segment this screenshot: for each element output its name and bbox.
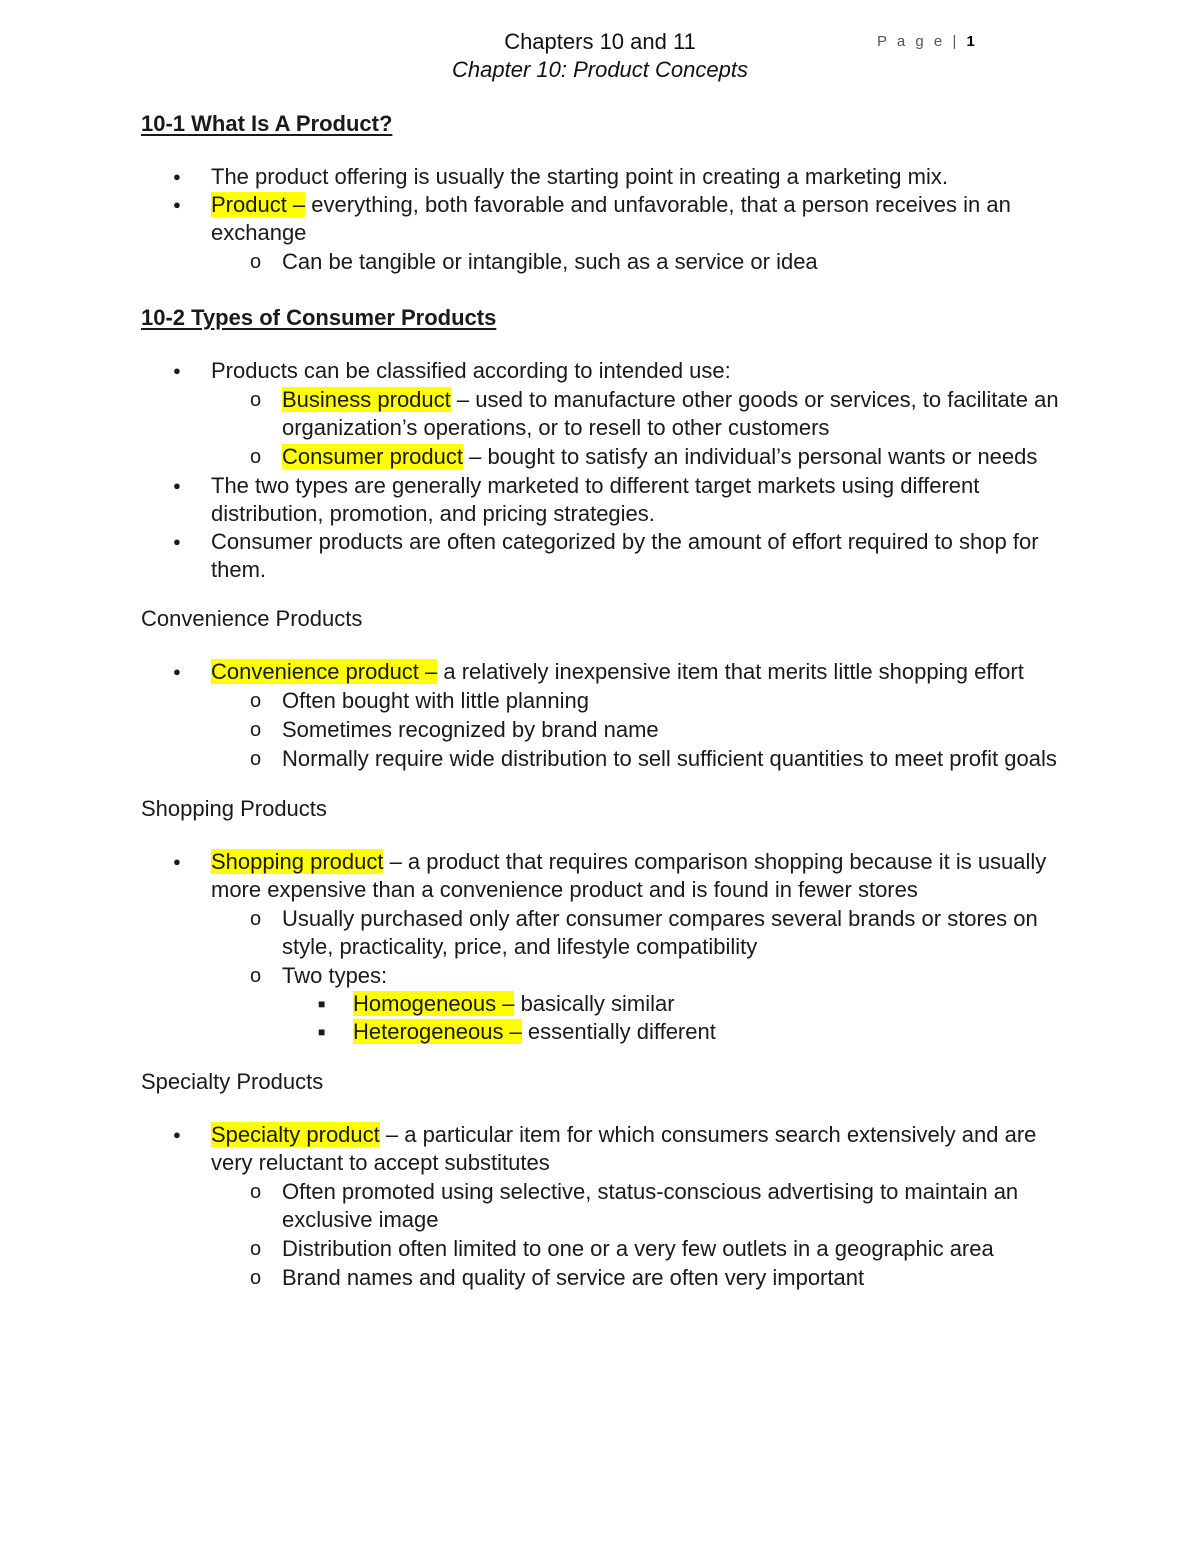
page-separator: | — [952, 33, 960, 50]
list-item: ● Convenience product – a relatively inexpensive item that merits little shopping effort o Often bought with little planning o Sometimes recognized by brand name o Normally require wide distribution to sell sufficient quantities to meet profit goals — [141, 658, 1061, 773]
sub-list — [211, 905, 1061, 1046]
sub-list-item: o Normally require wide distribution to sell sufficient quantities to meet profit goals — [211, 745, 1061, 773]
list-item: ● Products can be classified according to intended use: o Business product – used to manufacture other goods or services, to facilitate an organization’s operations, or to resell to other customers o Consumer product – bought to satisfy an individual’s personal wants or needs — [141, 357, 1061, 471]
list-item: ● Specialty product – a particular item for which consumers search extensively and are very reluctant to accept substitutes o Often promoted using selective, status-conscious advertising to maintain an exclusive image o Distribution often limited to one or a very few outlets in a geographic area o Brand names and quality of service are often very important — [141, 1121, 1061, 1292]
highlighted-term: Consumer product — [282, 444, 463, 469]
chapter-title: Chapter 10: Product Concepts — [452, 57, 748, 82]
page-label: P a g e — [877, 33, 946, 50]
highlighted-term: Homogeneous – — [353, 991, 515, 1016]
highlighted-term: Business product — [282, 387, 451, 412]
sub-list-item: o Business product – used to manufacture other goods or services, to facilitate an organization’s operations, or to resell to other customers — [211, 386, 1061, 442]
bullet-list — [141, 1121, 1061, 1292]
sub-list-item: o Can be tangible or intangible, such as a service or idea — [211, 248, 1061, 276]
list-item: ● Product – everything, both favorable and unfavorable, that a person receives in an exchange o Can be tangible or intangible, such as a service or idea — [141, 191, 1061, 276]
sub-list — [211, 1178, 1061, 1292]
highlighted-term: Convenience product – — [211, 659, 438, 684]
sub-list-item: o Often bought with little planning — [211, 687, 1061, 715]
page-number-label — [877, 33, 975, 50]
document-title: Chapters 10 and 11 — [504, 29, 696, 54]
highlighted-term: Specialty product — [211, 1122, 380, 1147]
sub-list-item: o Brand names and quality of service are often very important — [211, 1264, 1061, 1292]
section-heading-what-is-a-product: 10-1 What Is A Product? — [141, 111, 393, 136]
sub-list — [211, 687, 1061, 773]
section-heading-types-of-consumer-products: 10-2 Types of Consumer Products — [141, 305, 497, 330]
document-body — [141, 107, 1061, 1293]
sub-list-item: o Usually purchased only after consumer compares several brands or stores on style, practicality, price, and lifestyle compatibility — [211, 905, 1061, 961]
sub-list-item: o Distribution often limited to one or a very few outlets in a geographic area — [211, 1235, 1061, 1263]
bullet-list — [141, 658, 1061, 773]
list-item: ● The two types are generally marketed to different target markets using different distribution, promotion, and pricing strategies. — [141, 472, 1061, 528]
highlighted-term: Shopping product — [211, 849, 384, 874]
bullet-list — [141, 848, 1061, 1046]
bullet-list — [141, 357, 1061, 584]
highlighted-term: Heterogeneous – — [353, 1019, 522, 1044]
sub-list-item: o Sometimes recognized by brand name — [211, 716, 1061, 744]
sub-list-item: o Consumer product – bought to satisfy an individual’s personal wants or needs — [211, 443, 1061, 471]
list-item: ● Shopping product – a product that requires comparison shopping because it is usually more expensive than a convenience product and is found in fewer stores o Usually purchased only after consumer compares several brands or stores on style, practicality, price, and lifestyle compatibility o Two types: ■ Homogeneous – basically similar ■ Heterogeneous – essentially different — [141, 848, 1061, 1046]
page-number: 1 — [966, 33, 975, 50]
sub-sub-list-item: ■ Heterogeneous – essentially different — [282, 1018, 1061, 1046]
subsection-heading-shopping-products: Shopping Products — [141, 796, 327, 821]
bullet-list — [141, 163, 1061, 276]
subsection-heading-specialty-products: Specialty Products — [141, 1069, 324, 1094]
sub-sub-list — [282, 990, 1061, 1046]
sub-list-item: o Often promoted using selective, status-conscious advertising to maintain an exclusive image — [211, 1178, 1061, 1234]
sub-sub-list-item: ■ Homogeneous – basically similar — [282, 990, 1061, 1018]
subsection-heading-convenience-products: Convenience Products — [141, 606, 363, 631]
list-item: ● The product offering is usually the starting point in creating a marketing mix. — [141, 163, 1061, 191]
sub-list — [211, 248, 1061, 276]
sub-list-item: o Two types: ■ Homogeneous – basically similar ■ Heterogeneous – essentially different — [211, 962, 1061, 1046]
sub-list — [211, 386, 1061, 471]
highlighted-term: Product – — [211, 192, 306, 217]
list-item: ● Consumer products are often categorized by the amount of effort required to shop for them. — [141, 528, 1061, 584]
